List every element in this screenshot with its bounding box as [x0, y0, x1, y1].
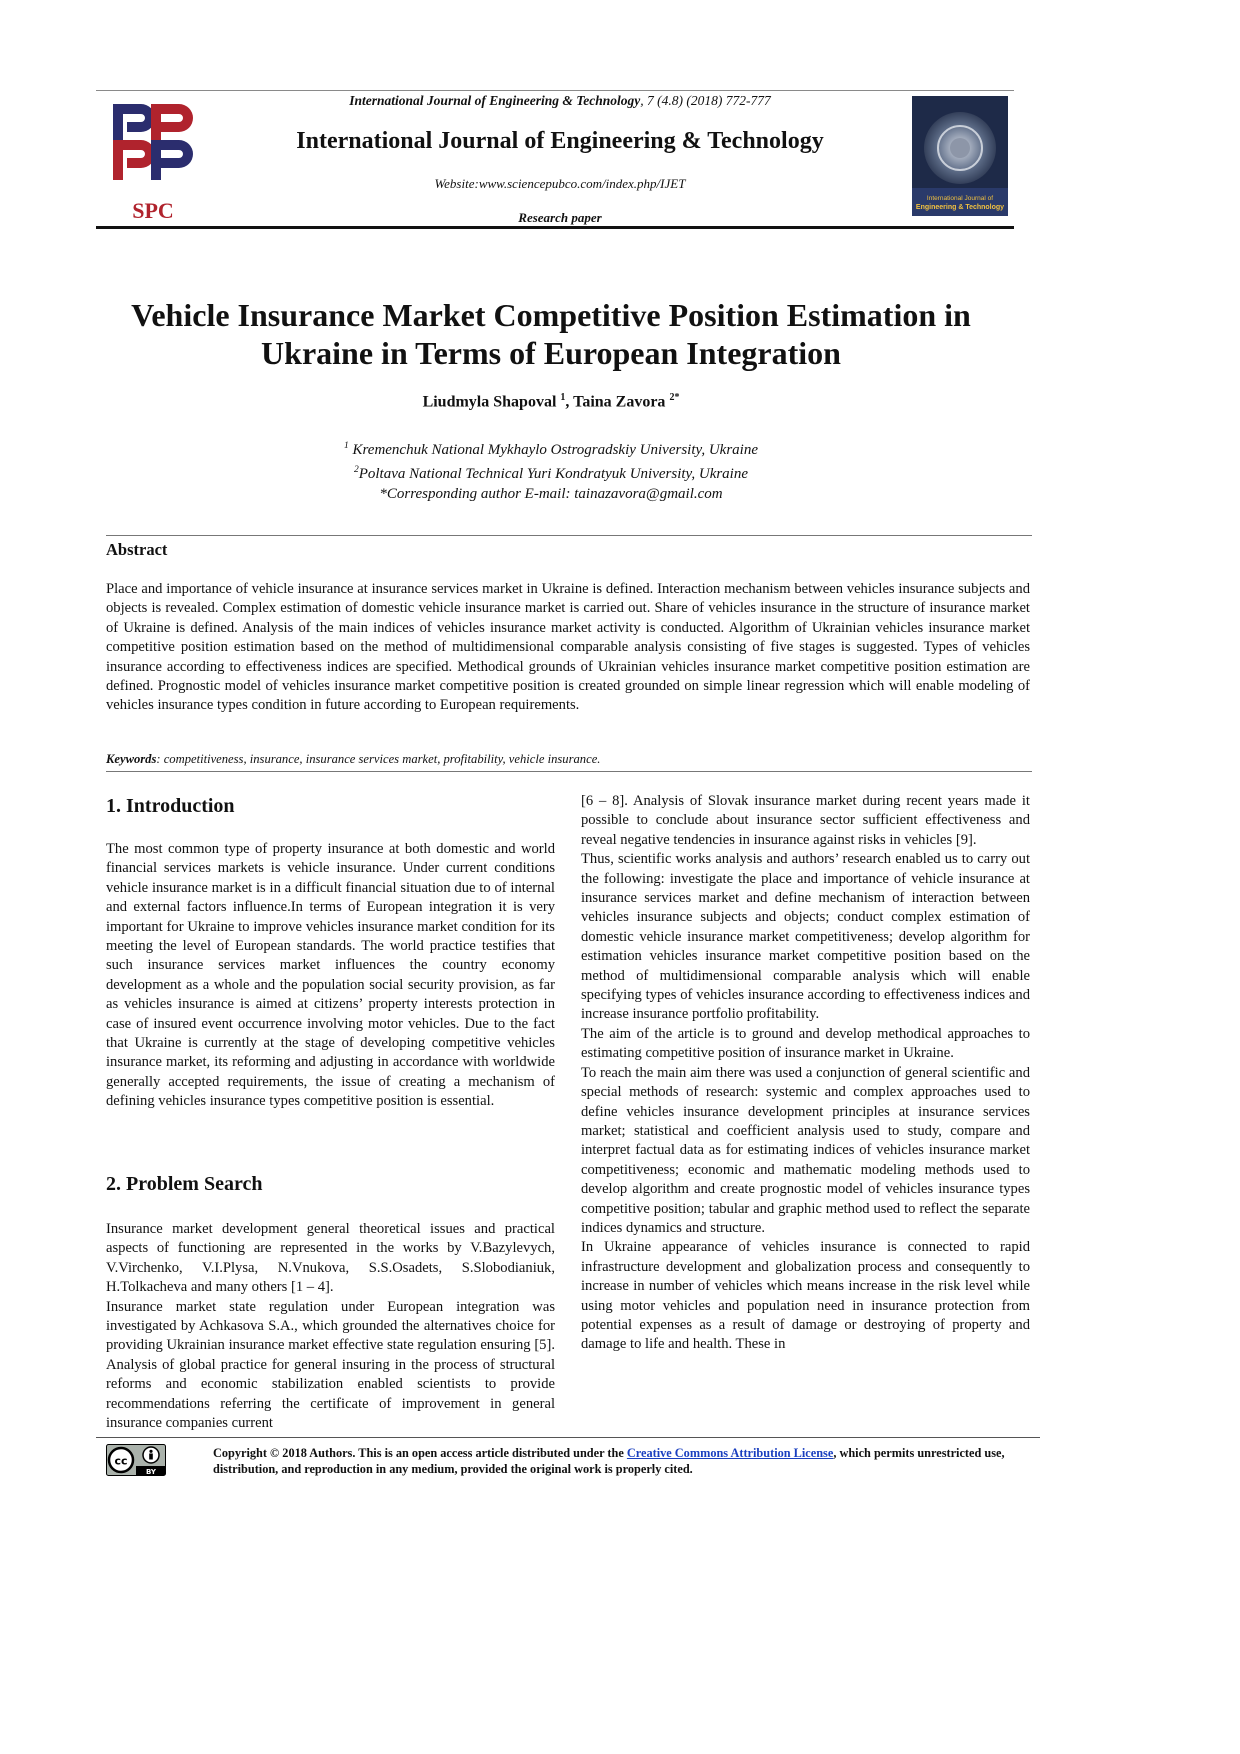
copyright-notice	[213, 1445, 1033, 1477]
paper-title	[60, 296, 1042, 372]
footer-rule	[96, 1437, 1040, 1438]
citation-volume: , 7 (4.8) (2018) 772-777	[640, 93, 771, 108]
cover-text-line: International Journal of	[926, 195, 994, 202]
author-1: Liudmyla Shapoval	[422, 393, 557, 411]
keywords-list: : competitiveness, insurance, insurance services market, profitability, vehicle insurance.	[156, 752, 601, 766]
affiliation-1-mark: 1	[344, 441, 349, 451]
author-list	[200, 392, 902, 411]
paragraph: Thus, scientific works analysis and authors’ research enabled us to carry out the following: investigate the place and importance of vehicle insurance at insurance services market and define mechanism of interaction between vehicles insurance subjects and objects; conduct complex estimation of domestic vehicle insurance market competitiveness; develop algorithm for estimation vehicles insurance market competitive position based on the method of multidimensional comparable analysis which will enable specifying types of vehicles insurance according to effectiveness indices and increase insurance portfolio profitability.	[581, 851, 1030, 1023]
affiliation-1-text: Kremenchuk National Mykhaylo Ostrogradskiy University, Ukraine	[348, 442, 758, 458]
corresponding-author: *Corresponding author E-mail: tainazavora@gmail.com	[379, 486, 723, 502]
author-separator: ,	[565, 393, 574, 411]
title-line-1: Vehicle Insurance Market Competitive Position Estimation in	[131, 297, 971, 333]
paragraph: [6 – 8]. Analysis of Slovak insurance market during recent years made it possible to conclude about insurance sector sufficient effectiveness and reveal negative tendencies in insurance against risks in vehicles [9].	[581, 793, 1030, 848]
title-line-2: Ukraine in Terms of European Integration	[261, 335, 841, 371]
paragraph: The aim of the article is to ground and develop methodical approaches to estimating competitive position of insurance market in Ukraine.	[581, 1025, 1030, 1062]
creative-commons-by-icon[interactable]	[106, 1444, 166, 1476]
abstract-rule	[106, 535, 1032, 536]
introduction-body	[106, 840, 555, 1112]
citation-line	[210, 93, 910, 109]
paragraph: The most common type of property insurance at both domestic and world financial services markets is vehicle insurance. Under current conditions vehicle insurance market is in a difficult financial situation due to of internal and external factors influence.In terms of European integration it is very important for Ukraine to improve vehicles insurance market condition for its meeting the level of European standards. The world practice testifies that such insurance services market influences the country economy development as a whole and the population social security provision, as far as vehicles insurance is aimed at citizens’ property interests protection in case of insured event occurrence involving motor vehicles. Due to the fact that Ukraine is currently at the stage of developing competitive vehicles insurance market, its reforming and adjusting in accordance with worldwide generally accepted requirements, the issue of creating a mechanism of defining vehicles insurance types competitive position is essential.	[106, 841, 555, 1110]
copyright-text-end: , which permits unrestricted use, distribution, and reproduction in any medium, provided the original work is properly cited.	[213, 1446, 1005, 1476]
spc-logo	[103, 96, 203, 221]
abstract-text: Place and importance of vehicle insurance at insurance services market in Ukraine is defined. Interaction mechanism between vehicles insurance subjects and objects is revealed. Complex estimation of domestic vehicle insurance market is carried out. Share of vehicles insurance in the structure of insurance market of Ukraine is defined. Analysis of the main indices of vehicles insurance market activity is conducted. Algorithm of Ukrainian vehicles insurance market competitive position estimation based on the method of multidimensional comparable analysis consisting of five stages is suggested. Types of vehicles insurance according to effectiveness indices are specified. Methodical grounds of Ukrainian vehicles insurance market competitive position estimation are defined. Prognostic model of vehicles insurance market competitive position is created grounded on simple linear regression which will enable modeling of vehicles insurance types condition in future according to European requirements.	[106, 581, 1030, 714]
author-2: Taina Zavora	[573, 393, 666, 411]
journal-cover-image	[912, 96, 1008, 216]
section-heading-problem-search: 2. Problem Search	[106, 1173, 263, 1195]
cc-badge-text: BY	[145, 1468, 157, 1476]
paper-type: Research paper	[518, 210, 602, 225]
journal-name: International Journal of Engineering & Technology	[296, 128, 824, 154]
paragraph: In Ukraine appearance of vehicles insurance is connected to rapid infrastructure development and globalization process and consequently to increase in number of vehicles which means increase in the risk level while using motor vehicles and population need in insurance protection from potential expenses as a result of damage or destroying of property and damage to life and health. These in	[581, 1239, 1030, 1353]
author-2-affil: 2*	[669, 392, 680, 403]
keywords-label: Keywords	[106, 752, 157, 766]
copyright-text: Copyright © 2018 Authors. This is an open access article distributed under the	[213, 1446, 627, 1460]
paragraph: Insurance market development general theoretical issues and practical aspects of functioning are represented in the works by V.Bazylevych, V.Virchenko, V.I.Plysa, N.Vnukova, S.S.Osadets, S.Slobodianiuk, H.Tolkacheva and many others [1 – 4].	[106, 1221, 555, 1296]
section-heading-introduction: 1. Introduction	[106, 795, 235, 817]
license-link[interactable]: Creative Commons Attribution License	[626, 1446, 834, 1460]
keywords-rule	[106, 771, 1032, 772]
keywords	[106, 752, 1030, 767]
cover-text-line: Engineering & Technology	[915, 204, 1005, 211]
author-1-affil: 1	[560, 392, 566, 403]
logo-text: SPC	[132, 198, 174, 221]
paragraph: To reach the main aim there was used a conjunction of general scientific and special methods of research: systemic and complex approaches used to define vehicles insurance development principles at insurance services market; statistical and coefficient analysis used to study, compare and interpret factual data as for estimating indices of vehicles insurance market competitiveness; economic and mathematic modeling methods used to develop algorithm and create prognostic model of vehicles insurance types competitive position; tabular and graphic method used to reflect the separate indices dynamics and structure.	[581, 1064, 1030, 1236]
svg-text:cc: cc	[114, 1454, 128, 1468]
header-top-rule	[96, 90, 1014, 91]
affiliation-2-text: Poltava National Technical Yuri Kondratyuk University, Ukraine	[358, 466, 749, 482]
paragraph: Insurance market state regulation under European integration was investigated by Achkasova S.A., which grounded the alternatives choice for providing Ukrainian insurance market effective state regulation ensuring [5]. Analysis of global practice for general insuring in the process of structural reforms and economic stabilization enabled scientists to provide recommendations referring the certificate of improvement in general insurance companies current	[106, 1298, 555, 1432]
affiliation-2-mark: 2	[353, 465, 359, 475]
problem-search-body	[106, 1220, 555, 1433]
affiliation-2	[200, 460, 902, 484]
citation-journal: International Journal of Engineering & Technology	[349, 93, 641, 108]
affiliation-1	[200, 436, 902, 460]
abstract-heading: Abstract	[106, 540, 168, 559]
journal-website[interactable]: Website:www.sciencepubco.com/index.php/IJET	[434, 176, 686, 191]
affiliations	[200, 436, 902, 504]
right-column-body	[581, 792, 1030, 1355]
header-bottom-rule	[96, 226, 1014, 229]
